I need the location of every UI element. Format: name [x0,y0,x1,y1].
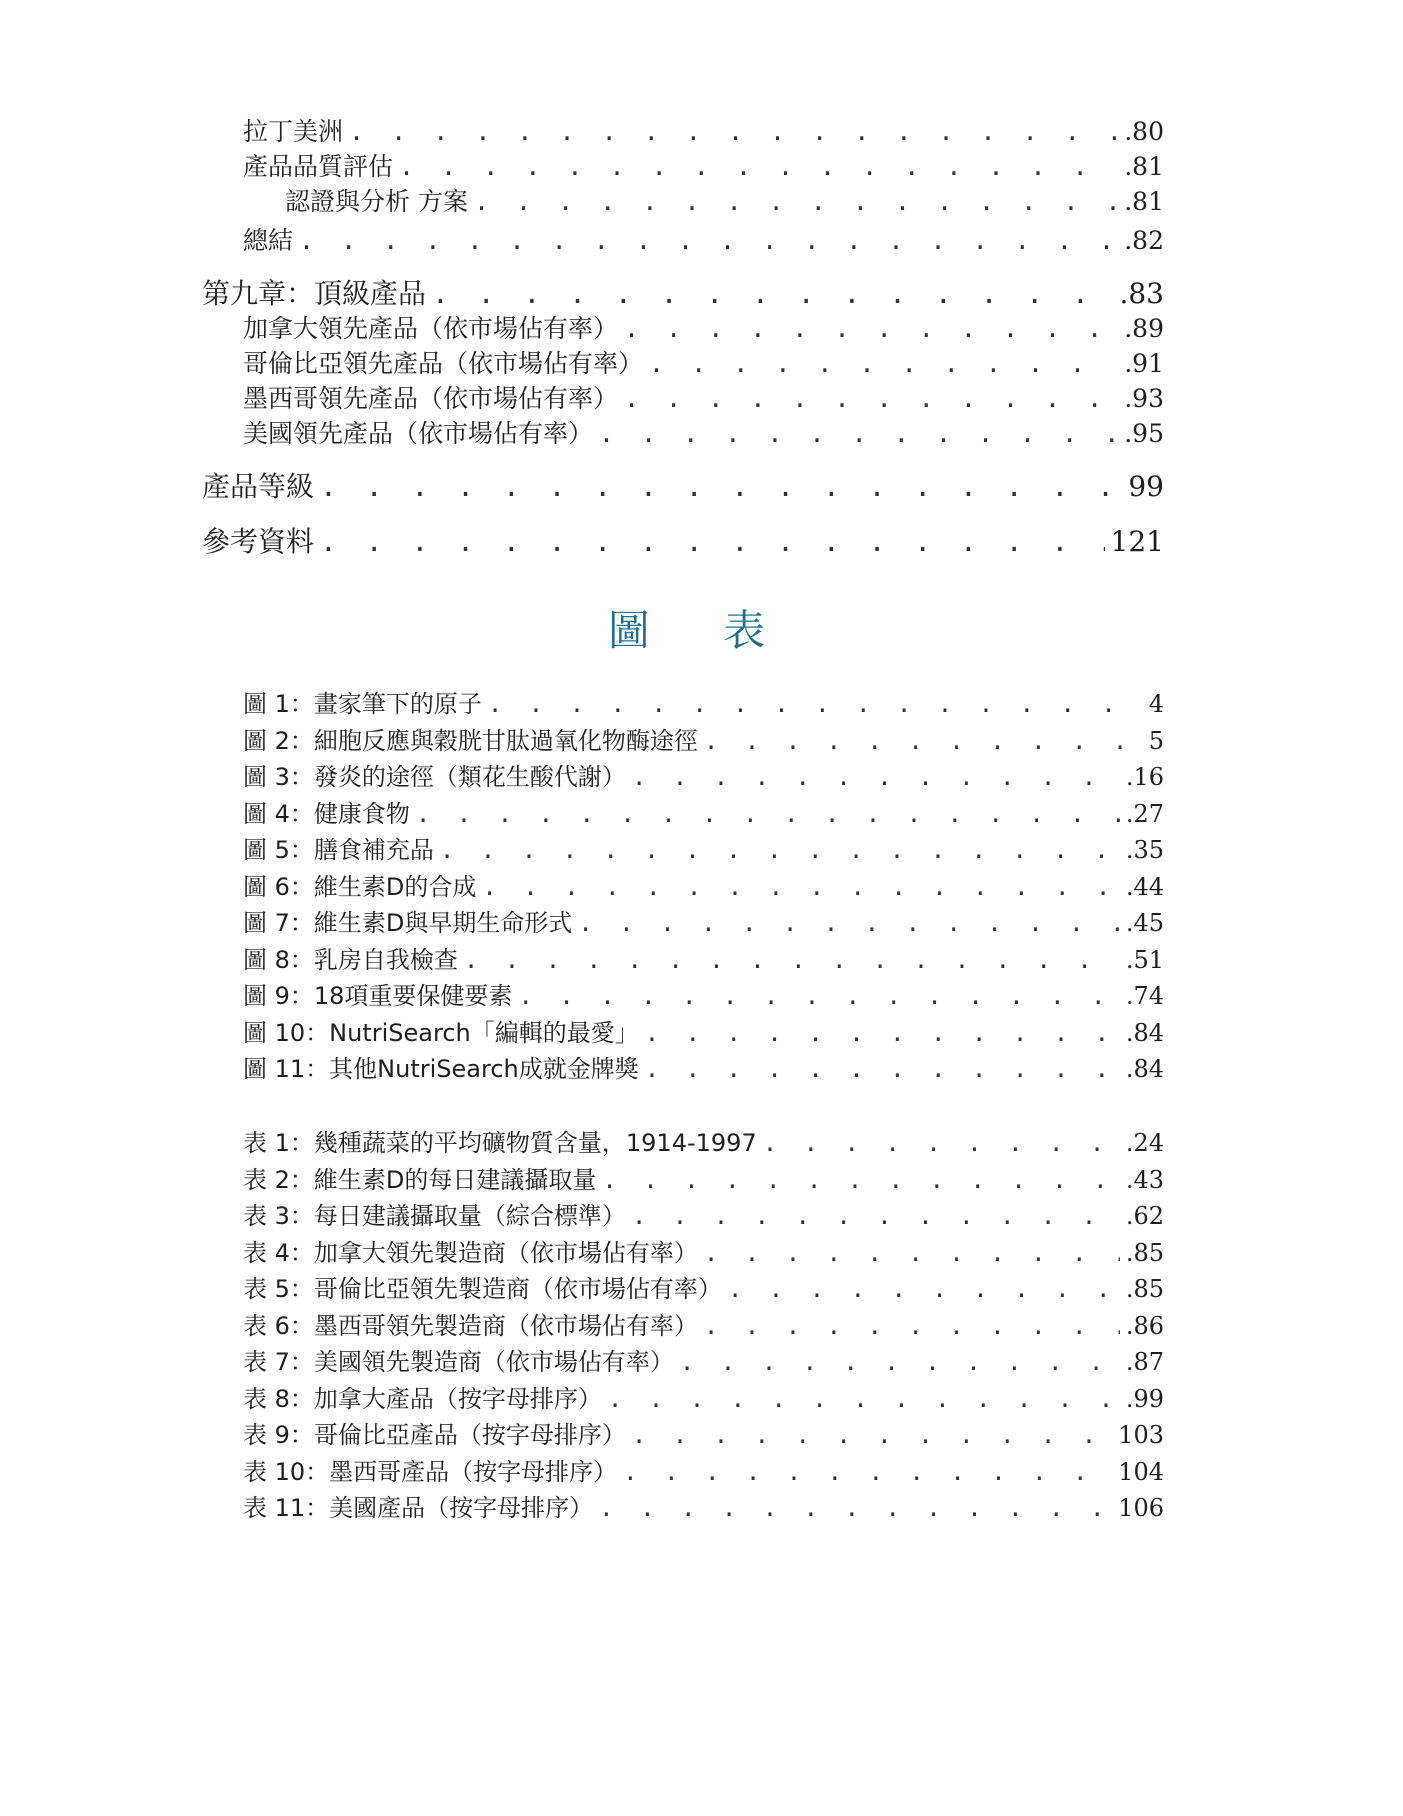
figure-entry-page: .74 [1125,982,1164,1010]
figure-entry-label: 圖 4：健康食物 [243,800,410,828]
table-entry[interactable] [243,1306,1164,1341]
figure-entry-page: .16 [1125,763,1164,791]
table-entry-label: 表 3：每日建議攝取量（綜合標準） [243,1202,626,1230]
section-heading: 圖 表 [607,606,796,655]
leader-dots [474,187,1118,216]
leader-dots [632,1202,1120,1230]
table-entry[interactable] [243,1123,1164,1158]
leader-dots [649,349,1118,378]
figure-entry-page: .44 [1125,873,1164,901]
table-entry[interactable] [243,1233,1164,1268]
leader-dots [623,1458,1112,1486]
table-entry-page: .43 [1125,1166,1164,1194]
toc-entry[interactable] [243,147,1164,183]
figure-entry-page: .84 [1125,1055,1164,1083]
figure-entry-page: .45 [1125,909,1164,937]
leader-dots [399,152,1118,181]
toc-entry-page: .93 [1124,384,1164,413]
figure-entry-page: .35 [1125,836,1164,864]
toc-entry[interactable] [243,414,1164,450]
table-entry[interactable] [243,1379,1164,1414]
figure-entry[interactable] [243,903,1164,938]
figure-entry-page: .51 [1125,946,1164,974]
leader-dots [488,690,1143,718]
toc-entry-page: .89 [1124,314,1164,343]
leader-dots [299,226,1118,255]
figure-entry-label: 圖 7：維生素D與早期生命形式 [243,909,573,937]
leader-dots [440,836,1120,864]
table-entry-page: .85 [1125,1275,1164,1303]
toc-entry-page: .81 [1124,152,1164,181]
table-entry-label: 表 1：幾種蔬菜的平均礦物質含量，1914-1997 [243,1129,757,1157]
leader-dots [320,525,1105,558]
toc-entry[interactable] [243,379,1164,415]
toc-entry[interactable] [243,344,1164,380]
table-entry-page: .85 [1125,1239,1164,1267]
figure-entry-label: 圖 5：膳食補充品 [243,836,434,864]
toc-entry-label: 第九章：頂級產品 [202,277,427,310]
leader-dots [645,1019,1120,1047]
toc-entry-label: 總結 [243,226,294,255]
table-entry-label: 表 11：美國產品（按字母排序） [243,1494,594,1522]
leader-dots [599,419,1118,448]
table-entry-label: 表 5：哥倫比亞領先製造商（依市場佔有率） [243,1275,722,1303]
figure-entry-label: 圖 9：18項重要保健要素 [243,982,513,1010]
figure-entry-label: 圖 3：發炎的途徑（類花生酸代謝） [243,763,626,791]
figure-entry[interactable] [243,1013,1164,1048]
figure-entry[interactable] [243,830,1164,865]
leader-dots [482,873,1119,901]
table-entry-label: 表 7：美國領先製造商（依市場佔有率） [243,1348,674,1376]
toc-entry[interactable] [243,221,1164,257]
toc-chapter-entry[interactable] [202,520,1164,560]
leader-dots [704,727,1143,755]
leader-dots [632,763,1120,791]
toc-entry-page: .91 [1124,349,1164,378]
leader-dots [518,982,1119,1010]
leader-dots [608,1385,1120,1413]
table-entry-label: 表 10：墨西哥產品（按字母排序） [243,1458,618,1486]
figure-entry[interactable] [243,794,1164,829]
table-entry[interactable] [243,1415,1164,1450]
toc-entry-page: .95 [1124,419,1164,448]
table-entry-page: 103 [1118,1421,1164,1449]
toc-entry-label: 墨西哥領先產品（依市場佔有率） [243,384,619,413]
table-entry[interactable] [243,1488,1164,1523]
toc-chapter-entry[interactable] [202,465,1164,505]
leader-dots [704,1239,1120,1267]
table-entry-page: .86 [1125,1312,1164,1340]
toc-entry-label: 參考資料 [202,525,315,558]
figure-entry-page: .27 [1125,800,1164,828]
toc-entry-page: 121 [1110,525,1164,558]
leader-dots [645,1055,1120,1083]
toc-entry[interactable] [243,309,1164,345]
leader-dots [632,1421,1112,1449]
leader-dots [680,1348,1120,1376]
figure-entry-label: 圖 8：乳房自我檢查 [243,946,458,974]
figure-entry-label: 圖 6：維生素D的合成 [243,873,477,901]
leader-dots [624,384,1118,413]
table-entry-label: 表 9：哥倫比亞產品（按字母排序） [243,1421,626,1449]
leader-dots [602,1166,1119,1194]
toc-entry[interactable] [243,112,1164,148]
figure-entry[interactable] [243,1049,1164,1084]
table-entry-page: .24 [1125,1129,1164,1157]
toc-entry-page: .83 [1119,277,1164,310]
table-entry[interactable] [243,1452,1164,1487]
figure-entry-label: 圖 1：畫家筆下的原子 [243,690,482,718]
toc-entry-page: 99 [1128,470,1164,503]
toc-entry-label: 拉丁美洲 [243,117,344,146]
toc-chapter-entry[interactable] [202,272,1164,312]
toc-entry-page: .80 [1124,117,1164,146]
figure-entry[interactable] [243,721,1164,756]
leader-dots [578,909,1119,937]
table-entry[interactable] [243,1160,1164,1195]
toc-entry-label: 加拿大領先產品（依市場佔有率） [243,314,619,343]
figure-entry[interactable] [243,757,1164,792]
toc-entry-label: 哥倫比亞領先產品（依市場佔有率） [243,349,644,378]
figure-entry[interactable] [243,684,1164,719]
leader-dots [320,470,1122,503]
table-entry[interactable] [243,1342,1164,1377]
leader-dots [599,1494,1112,1522]
leader-dots [624,314,1118,343]
leader-dots [464,946,1120,974]
table-entry-label: 表 8：加拿大產品（按字母排序） [243,1385,602,1413]
table-entry-page: .99 [1125,1385,1164,1413]
table-entry-page: 104 [1118,1458,1164,1486]
figure-entry-page: 4 [1148,690,1164,718]
leader-dots [432,277,1113,310]
figure-entry-page: 5 [1148,727,1164,755]
table-entry[interactable] [243,1196,1164,1231]
figure-entry-label: 圖 11：其他NutriSearch成就金牌獎 [243,1055,639,1083]
figure-entry-page: .84 [1125,1019,1164,1047]
toc-entry-label: 認證與分析 方案 [285,187,468,216]
figure-entry[interactable] [243,940,1164,975]
leader-dots [349,117,1118,146]
table-entry-label: 表 4：加拿大領先製造商（依市場佔有率） [243,1239,698,1267]
table-entry-page: .62 [1125,1202,1164,1230]
figure-entry[interactable] [243,976,1164,1011]
table-entry-page: 106 [1118,1494,1164,1522]
table-entry-page: .87 [1125,1348,1164,1376]
toc-entry[interactable] [285,182,1164,218]
leader-dots [704,1312,1120,1340]
toc-entry-page: .81 [1124,187,1164,216]
toc-entry-label: 美國領先產品（依市場佔有率） [243,419,594,448]
figure-entry-label: 圖 2：細胞反應與穀胱甘肽過氧化物酶途徑 [243,727,698,755]
toc-entry-label: 產品等級 [202,470,315,503]
figure-entry-label: 圖 10：NutriSearch「編輯的最愛」 [243,1019,639,1047]
leader-dots [763,1129,1120,1157]
leader-dots [728,1275,1120,1303]
toc-entry-page: .82 [1124,226,1164,255]
table-entry-label: 表 2：維生素D的每日建議攝取量 [243,1166,597,1194]
leader-dots [416,800,1120,828]
table-entry-label: 表 6：墨西哥領先製造商（依市場佔有率） [243,1312,698,1340]
table-entry[interactable] [243,1269,1164,1304]
figure-entry[interactable] [243,867,1164,902]
toc-entry-label: 產品品質評估 [243,152,394,181]
